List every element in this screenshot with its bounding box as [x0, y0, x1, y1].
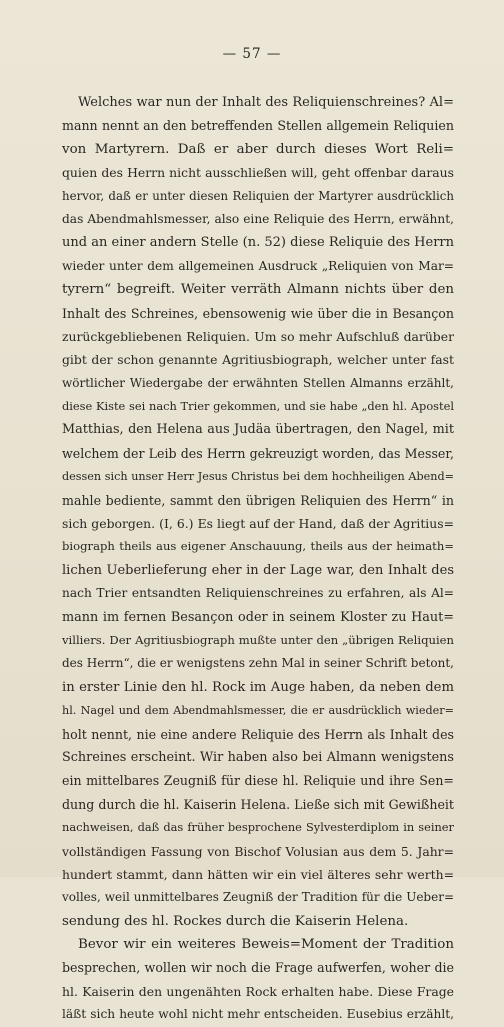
text-line: vollständigen Fassung von Bischof Volusian aus dem 5. Jahr=: [62, 843, 454, 859]
text-line: volles, weil unmittelbares Zeugniß der Tradition für die Ueber=: [62, 890, 454, 905]
text-line: nach Trier entsandten Reliquienschreines zu erfahren, als Al=: [62, 586, 454, 601]
text-line: ein mittelbares Zeugniß für diese hl. Reliquie und ihre Sen=: [62, 773, 454, 789]
text-line: villiers. Der Agritiusbiograph mußte unter den „übrigen Reliquien: [62, 632, 454, 647]
text-line: Schreines erscheint. Wir haben also bei Almann wenigstens: [62, 749, 454, 765]
text-line: sendung des hl. Rockes durch die Kaiserin Helena.: [62, 913, 409, 929]
text-line: zurückgebliebenen Reliquien. Um so mehr Aufschluß darüber: [62, 328, 454, 344]
text-line: und an einer andern Stelle (n. 52) diese Reliquie des Herrn: [62, 235, 454, 251]
text-line: Matthias, den Helena aus Judäa übertragen, den Nagel, mit: [62, 422, 454, 438]
text-line: des Herrn“, die er wenigstens zehn Mal in seiner Schrift betont,: [62, 656, 454, 671]
text-line: das Abendmahlsmesser, also eine Reliquie des Herrn, erwähnt,: [62, 211, 454, 226]
text-line: biograph theils aus eigener Anschauung, theils aus der heimath=: [62, 539, 454, 554]
text-line: hl. Nagel und dem Abendmahlsmesser, die er ausdrücklich wieder=: [62, 704, 454, 718]
text-line: mahle bediente, sammt den übrigen Reliquien des Herrn“ in: [62, 492, 454, 508]
text-line: besprechen, wollen wir noch die Frage aufwerfen, woher die: [62, 960, 454, 976]
text-line: wörtlicher Wiedergabe der erwähnten Stellen Almanns erzählt,: [62, 375, 454, 390]
text-line: holt nennt, nie eine andere Reliquie des Herrn als Inhalt des: [62, 726, 454, 742]
text-line: hervor, daß er unter diesen Reliquien der Martyrer ausdrücklich: [62, 188, 454, 203]
text-line: wieder unter dem allgemeinen Ausdruck „Reliquien von Mar=: [62, 258, 454, 273]
text-line: sich geborgen. (I, 6.) Es liegt auf der Hand, daß der Agritius=: [62, 516, 454, 532]
body-text: [62, 91, 454, 1027]
text-line: Inhalt des Schreines, ebensowenig wie über die in Besançon: [62, 305, 454, 321]
text-line: mann im fernen Besançon oder in seinem Kloster zu Haut=: [62, 609, 454, 625]
page-number-header: — 57 —: [222, 46, 282, 62]
text-line: diese Kiste sei nach Trier gekommen, und sie habe „den hl. Apostel: [62, 399, 454, 414]
text-line: quien des Herrn nicht ausschließen will, geht offenbar daraus: [62, 165, 454, 181]
text-line: läßt sich heute wohl nicht mehr entscheiden. Eusebius erzählt,: [62, 1007, 454, 1022]
text-line: welchem der Leib des Herrn gekreuzigt worden, das Messer,: [62, 445, 454, 461]
text-line: hundert stammt, dann hätten wir ein viel älteres sehr werth=: [62, 866, 454, 882]
text-line: nachweisen, daß das früher besprochene Sylvesterdiplom in seiner: [62, 820, 454, 835]
text-line: in erster Linie den hl. Rock im Auge haben, da neben dem: [62, 679, 454, 695]
text-line: Bevor wir ein weiteres Beweis=Moment der Tradition: [78, 937, 454, 953]
text-line: dung durch die hl. Kaiserin Helena. Ließe sich mit Gewißheit: [62, 796, 454, 812]
text-line: tyrern“ begreift. Weiter verräth Almann nichts über den: [62, 282, 454, 298]
text-line: lichen Ueberlieferung eher in der Lage war, den Inhalt des: [62, 562, 454, 578]
text-line: dessen sich unser Herr Jesus Christus bei dem hochheiligen Abend=: [62, 470, 454, 484]
text-line: gibt der schon genannte Agritiusbiograph, welcher unter fast: [62, 352, 454, 368]
text-line: mann nennt an den betreffenden Stellen allgemein Reliquien: [62, 118, 454, 134]
text-line: von Martyrern. Daß er aber durch dieses Wort Reli=: [62, 141, 454, 157]
text-line: hl. Kaiserin den ungenähten Rock erhalten habe. Diese Frage: [62, 983, 454, 999]
text-line: Welches war nun der Inhalt des Reliquienschreines? Al=: [78, 95, 454, 110]
